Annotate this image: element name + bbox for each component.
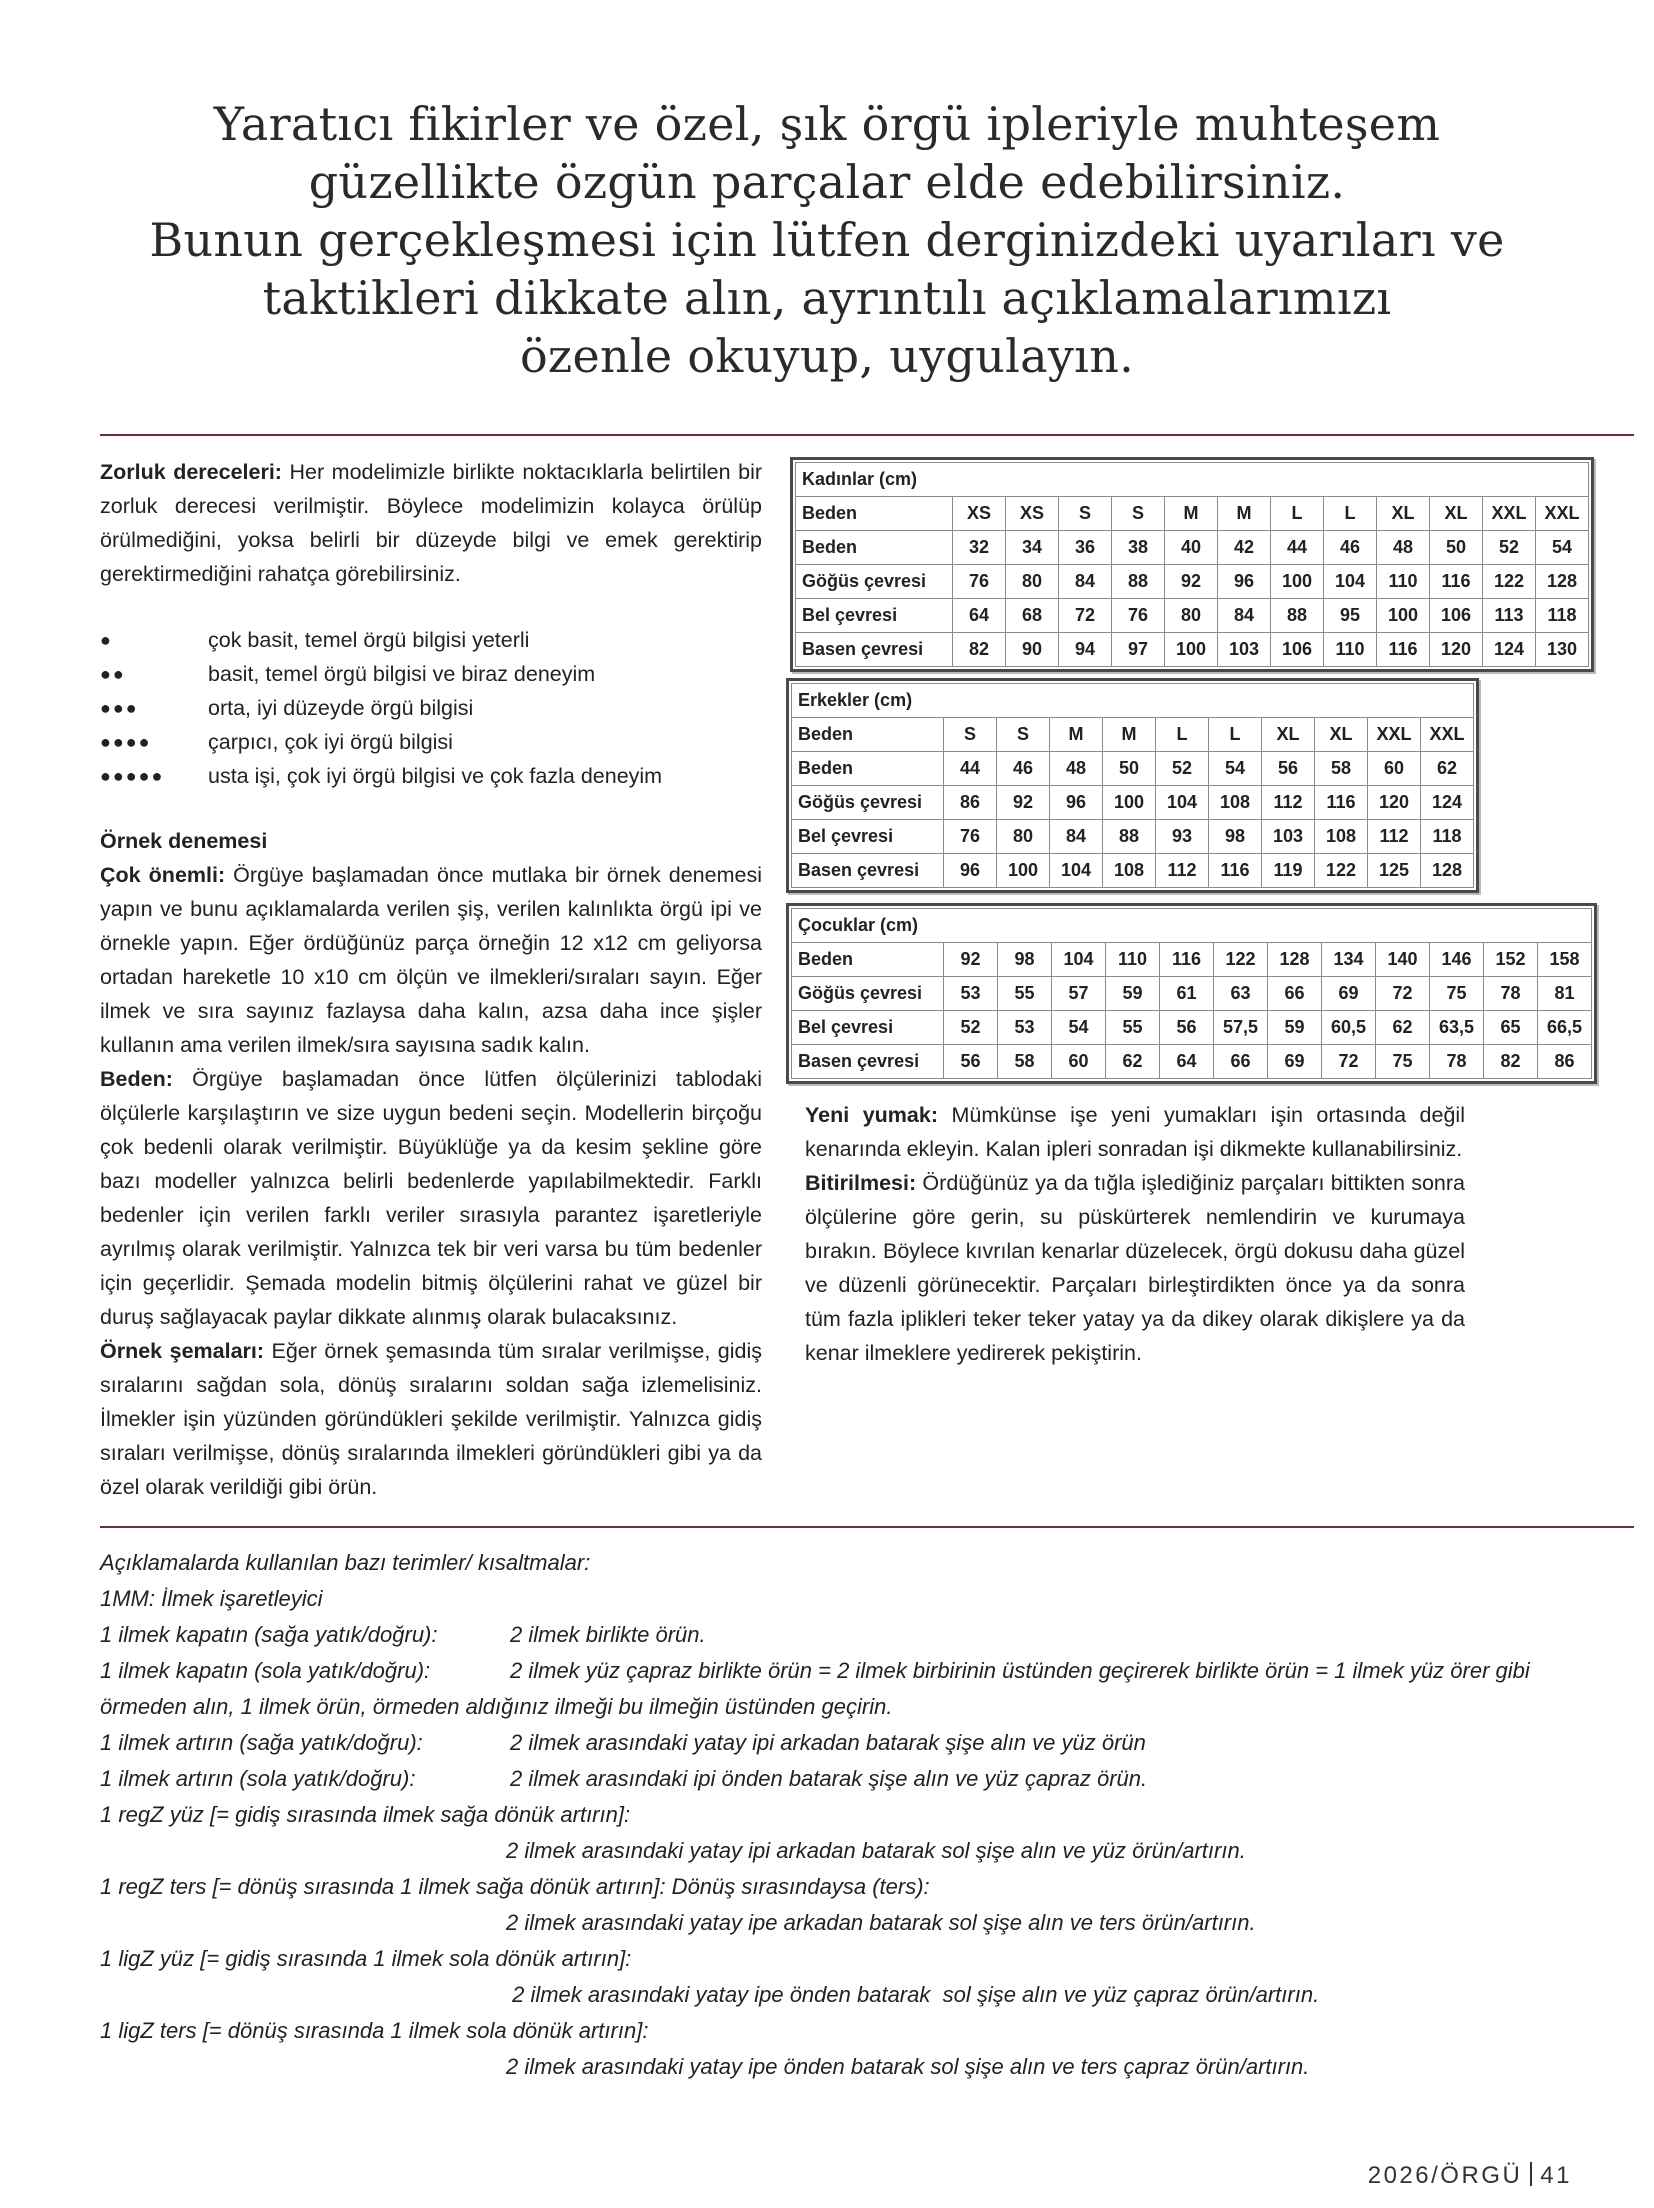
glossary-definition: 2 ilmek arasındaki yatay ipi arkadan batarak sol şişe alın ve yüz örün/artırın.: [506, 1838, 1246, 1863]
glossary-term: 1 ilmek kapatın (sağa yatık/doğru):: [100, 1622, 438, 1647]
table-cell: 90: [1006, 633, 1059, 667]
row-header: Göğüs çevresi: [792, 786, 944, 820]
table-cell: 128: [1421, 854, 1474, 888]
table-cell: 56: [944, 1045, 998, 1079]
table-cell: 72: [1059, 599, 1112, 633]
table-cell: 146: [1430, 943, 1484, 977]
table-cell: 44: [944, 752, 997, 786]
table-cell: XS: [953, 497, 1006, 531]
table-cell: 48: [1050, 752, 1103, 786]
headline-line: taktikleri dikkate alın, ayrıntılı açıklamalarımızı: [262, 271, 1392, 325]
table-cell: XL: [1430, 497, 1483, 531]
table-cell: 53: [998, 1011, 1052, 1045]
table-cell: 116: [1209, 854, 1262, 888]
glossary-entry: [100, 1653, 1600, 1725]
table-cell: 110: [1324, 633, 1377, 667]
table-cell: 98: [1209, 820, 1262, 854]
table-row: [796, 599, 1589, 633]
table-cell: 130: [1536, 633, 1589, 667]
row-header: Göğüs çevresi: [792, 977, 944, 1011]
table-cell: 55: [998, 977, 1052, 1011]
table-cell: 64: [1160, 1045, 1214, 1079]
yarn-heading: Yeni yumak:: [805, 1103, 938, 1127]
difficulty-label: orta, iyi düzeyde örgü bilgisi: [208, 696, 474, 720]
table-cell: 100: [1271, 565, 1324, 599]
table-row: [792, 786, 1474, 820]
glossary-term: 1 regZ ters [= dönüş sırasında 1 ilmek sağa dönük artırın]: Dönüş sırasındaysa (ters):: [100, 1874, 930, 1899]
glossary-entry: [100, 1725, 1600, 1761]
table-cell: 52: [1156, 752, 1209, 786]
table-cell: 125: [1368, 854, 1421, 888]
table-cell: XL: [1262, 718, 1315, 752]
difficulty-level: [100, 691, 762, 725]
glossary-entry: [100, 1617, 1600, 1653]
table-cell: 152: [1484, 943, 1538, 977]
table-cell: 58: [1315, 752, 1368, 786]
table-cell: 57: [1052, 977, 1106, 1011]
table-cell: M: [1218, 497, 1271, 531]
glossary: [100, 1545, 1600, 2085]
headline-line: özenle okuyup, uygulayın.: [519, 329, 1135, 383]
difficulty-level: [100, 623, 762, 657]
table-cell: 140: [1376, 943, 1430, 977]
table-cell: 38: [1112, 531, 1165, 565]
table-cell: 116: [1160, 943, 1214, 977]
table-cell: 52: [944, 1011, 998, 1045]
table-cell: M: [1050, 718, 1103, 752]
table-cell: 94: [1059, 633, 1112, 667]
table-cell: 62: [1376, 1011, 1430, 1045]
table-cell: 122: [1315, 854, 1368, 888]
page-headline: [120, 95, 1534, 385]
table-cell: 100: [997, 854, 1050, 888]
important-heading: Çok önemli:: [100, 863, 226, 887]
table-cell: 76: [953, 565, 1006, 599]
table-cell: 80: [1006, 565, 1059, 599]
table-cell: M: [1165, 497, 1218, 531]
table-cell: 108: [1209, 786, 1262, 820]
row-header: Basen çevresi: [796, 633, 953, 667]
table-cell: 92: [1165, 565, 1218, 599]
table-row: [796, 633, 1589, 667]
right-column: [805, 1098, 1465, 1370]
table-cell: 118: [1421, 820, 1474, 854]
table-cell: 76: [944, 820, 997, 854]
table-cell: 52: [1483, 531, 1536, 565]
glossary-term: 1 ligZ ters [= dönüş sırasında 1 ilmek sola dönük artırın]:: [100, 2018, 649, 2043]
table-cell: 72: [1322, 1045, 1376, 1079]
difficulty-level: [100, 759, 762, 793]
table-cell: 59: [1106, 977, 1160, 1011]
row-header: Göğüs çevresi: [796, 565, 953, 599]
table-caption: Çocuklar (cm): [792, 909, 1592, 943]
table-cell: XXL: [1421, 718, 1474, 752]
glossary-definition: 2 ilmek arasındaki yatay ipi arkadan batarak şişe alın ve yüz örün: [510, 1730, 1146, 1755]
difficulty-label: çok basit, temel örgü bilgisi yeterli: [208, 628, 530, 652]
glossary-term: 1 regZ yüz [= gidiş sırasında ilmek sağa dönük artırın]:: [100, 1802, 631, 1827]
table-cell: 86: [944, 786, 997, 820]
footer-separator: [1530, 2162, 1532, 2186]
table-cell: 88: [1271, 599, 1324, 633]
table-cell: 96: [1218, 565, 1271, 599]
table-cell: 32: [953, 531, 1006, 565]
difficulty-section: [100, 455, 762, 793]
glossary-definition: 2 ilmek arasındaki yatay ipe arkadan batarak sol şişe alın ve ters örün/artırın.: [506, 1910, 1256, 1935]
table-cell: 78: [1484, 977, 1538, 1011]
difficulty-dots-icon: ●●●: [100, 698, 139, 718]
table-cell: 124: [1421, 786, 1474, 820]
table-cell: XL: [1377, 497, 1430, 531]
difficulty-label: basit, temel örgü bilgisi ve biraz deneyim: [208, 662, 596, 686]
table-cell: 78: [1430, 1045, 1484, 1079]
table-cell: 124: [1483, 633, 1536, 667]
table-cell: 56: [1160, 1011, 1214, 1045]
table-cell: 88: [1103, 820, 1156, 854]
size-heading: Beden:: [100, 1067, 173, 1091]
difficulty-dots-icon: ●●: [100, 664, 126, 684]
table-cell: 46: [1324, 531, 1377, 565]
table-cell: L: [1156, 718, 1209, 752]
table-cell: 72: [1376, 977, 1430, 1011]
men-size-table: [786, 678, 1479, 893]
table-cell: S: [944, 718, 997, 752]
page-footer: [1368, 2162, 1572, 2190]
table-cell: 54: [1052, 1011, 1106, 1045]
row-header: Bel çevresi: [792, 820, 944, 854]
table-cell: 98: [998, 943, 1052, 977]
table-row: [792, 1045, 1592, 1079]
table-row: [792, 943, 1592, 977]
table-cell: 84: [1059, 565, 1112, 599]
table-cell: S: [997, 718, 1050, 752]
table-cell: 116: [1430, 565, 1483, 599]
table-row: [792, 820, 1474, 854]
table-cell: 50: [1430, 531, 1483, 565]
headline-line: Yaratıcı fikirler ve özel, şık örgü ipleriyle muhteşem: [213, 97, 1441, 151]
table-cell: 106: [1430, 599, 1483, 633]
table-cell: 48: [1377, 531, 1430, 565]
table-cell: 66,5: [1538, 1011, 1592, 1045]
table-cell: 60: [1368, 752, 1421, 786]
table-cell: 104: [1324, 565, 1377, 599]
table-cell: 96: [944, 854, 997, 888]
table-cell: S: [1112, 497, 1165, 531]
table-cell: 69: [1322, 977, 1376, 1011]
table-caption: Kadınlar (cm): [796, 463, 1589, 497]
row-header: Beden: [796, 531, 953, 565]
table-cell: 122: [1214, 943, 1268, 977]
table-cell: 57,5: [1214, 1011, 1268, 1045]
table-row: [796, 497, 1589, 531]
table-cell: 96: [1050, 786, 1103, 820]
table-row: [792, 854, 1474, 888]
table-cell: 104: [1156, 786, 1209, 820]
row-header: Basen çevresi: [792, 1045, 944, 1079]
table-cell: XS: [1006, 497, 1059, 531]
finish-text: Ördüğünüz ya da tığla işlediğiniz parçaları bittikten sonra ölçülerine göre gerin, su püskürterek nemlendirin ve kurumaya bırakın. Böylece kıvrılan kenarlar düzelecek, örgü dokusu daha güzel ve düzenli görünecektir. Parçaları birleştirdikten önce ya da sonra tüm fazla iplikleri teker teker yatay ya da dikey olarak dikişlere ya da kenar ilmeklere yedirerek pekiştirin.: [805, 1171, 1465, 1365]
sample-section: [100, 824, 762, 1504]
table-cell: 54: [1209, 752, 1262, 786]
table-cell: 84: [1050, 820, 1103, 854]
table-cell: 58: [998, 1045, 1052, 1079]
table-cell: 46: [997, 752, 1050, 786]
table-cell: 64: [953, 599, 1006, 633]
table-cell: M: [1103, 718, 1156, 752]
table-cell: 104: [1052, 943, 1106, 977]
table-cell: 40: [1165, 531, 1218, 565]
table-cell: L: [1209, 718, 1262, 752]
glossary-entry: 1MM: İlmek işaretleyici: [100, 1586, 323, 1611]
difficulty-level: [100, 657, 762, 691]
bottom-divider: [100, 1526, 1634, 1528]
table-cell: 122: [1483, 565, 1536, 599]
table-cell: 158: [1538, 943, 1592, 977]
table-cell: 92: [944, 943, 998, 977]
glossary-entry: [100, 1761, 1600, 1797]
table-cell: 104: [1050, 854, 1103, 888]
difficulty-levels: [100, 623, 762, 793]
table-caption: Erkekler (cm): [792, 684, 1474, 718]
table-cell: 118: [1536, 599, 1589, 633]
table-cell: 110: [1106, 943, 1160, 977]
table-cell: 100: [1103, 786, 1156, 820]
table-cell: 53: [944, 977, 998, 1011]
important-text: Örgüye başlamadan önce mutlaka bir örnek denemesi yapın ve bunu açıklamalarda verilen şiş, verilen kalınlıkta örgü ipi ve örnekle yapın. Eğer ördüğünüz parça örneğin 12 x12 cm geliyorsa ortadan hareketle 10 x10 cm ölçün ve ilmekleri/sıraları sayın. Eğer ilmek ve sıra sayınız fazlaysa daha kalın, azsa daha ince şişler kullanın ama verilen ilmek/sıra sayısına sadık kalın.: [100, 863, 762, 1057]
difficulty-label: çarpıcı, çok iyi örgü bilgisi: [208, 730, 453, 754]
glossary-definition: 2 ilmek yüz çapraz birlikte örün = 2 ilmek birbirinin üstünden geçirerek birlikte örün = 1 ilmek yüz örer gibi örmeden alın, 1 ilmek örün, örmeden aldığınız ilmeği bu ilmeğin üstünden geçirin.: [100, 1658, 1530, 1719]
table-cell: 60,5: [1322, 1011, 1376, 1045]
table-row: [796, 565, 1589, 599]
table-cell: 80: [1165, 599, 1218, 633]
table-cell: 82: [1484, 1045, 1538, 1079]
table-cell: 100: [1377, 599, 1430, 633]
table-cell: 63,5: [1430, 1011, 1484, 1045]
table-cell: XL: [1315, 718, 1368, 752]
table-cell: XXL: [1368, 718, 1421, 752]
difficulty-level: [100, 725, 762, 759]
table-row: [796, 531, 1589, 565]
table-cell: 93: [1156, 820, 1209, 854]
sample-heading: Örnek denemesi: [100, 829, 268, 853]
table-cell: 112: [1262, 786, 1315, 820]
table-cell: 103: [1218, 633, 1271, 667]
row-header: Beden: [792, 718, 944, 752]
chart-heading: Örnek şemaları:: [100, 1339, 265, 1363]
page-number: 41: [1540, 2162, 1572, 2189]
table-cell: 119: [1262, 854, 1315, 888]
table-cell: 110: [1377, 565, 1430, 599]
table-cell: 34: [1006, 531, 1059, 565]
issue-label: 2026/ÖRGÜ: [1367, 2162, 1523, 2189]
table-cell: 61: [1160, 977, 1214, 1011]
table-cell: 116: [1377, 633, 1430, 667]
glossary-definition: 2 ilmek arasındaki yatay ipe önden batarak sol şişe alın ve yüz çapraz örün/artırın.: [506, 1982, 1320, 2007]
table-cell: 112: [1368, 820, 1421, 854]
table-cell: 88: [1112, 565, 1165, 599]
table-cell: 100: [1165, 633, 1218, 667]
kids-size-table: [786, 903, 1597, 1084]
table-cell: 84: [1218, 599, 1271, 633]
table-cell: 128: [1268, 943, 1322, 977]
row-header: Beden: [792, 752, 944, 786]
headline-line: Bunun gerçekleşmesi için lütfen derginizdeki uyarıları ve: [149, 213, 1505, 267]
table-cell: 134: [1322, 943, 1376, 977]
table-cell: 106: [1271, 633, 1324, 667]
table-cell: 97: [1112, 633, 1165, 667]
table-cell: XXL: [1536, 497, 1589, 531]
table-cell: 120: [1430, 633, 1483, 667]
table-cell: 112: [1156, 854, 1209, 888]
women-size-table: [790, 457, 1594, 672]
difficulty-dots-icon: ●●●●●: [100, 766, 165, 786]
row-header: Beden: [796, 497, 953, 531]
table-cell: 66: [1268, 977, 1322, 1011]
glossary-term: 1 ligZ yüz [= gidiş sırasında 1 ilmek sola dönük artırın]:: [100, 1946, 632, 1971]
table-cell: 62: [1106, 1045, 1160, 1079]
table-cell: 113: [1483, 599, 1536, 633]
table-cell: L: [1271, 497, 1324, 531]
difficulty-dots-icon: ●: [100, 630, 113, 650]
table-row: [792, 977, 1592, 1011]
table-cell: 108: [1103, 854, 1156, 888]
row-header: Bel çevresi: [792, 1011, 944, 1045]
glossary-term: 1 ilmek kapatın (sola yatık/doğru):: [100, 1658, 431, 1683]
difficulty-dots-icon: ●●●●: [100, 732, 152, 752]
glossary-term: 1 ilmek artırın (sağa yatık/doğru):: [100, 1730, 423, 1755]
row-header: Beden: [792, 943, 944, 977]
table-cell: 81: [1538, 977, 1592, 1011]
table-cell: 62: [1421, 752, 1474, 786]
table-cell: 95: [1324, 599, 1377, 633]
row-header: Basen çevresi: [792, 854, 944, 888]
finish-heading: Bitirilmesi:: [805, 1171, 917, 1195]
difficulty-heading: Zorluk dereceleri:: [100, 460, 282, 484]
chart-text: Eğer örnek şemasında tüm sıralar verilmişse, gidiş sıralarını sağdan sola, dönüş sıralarını soldan sağa izlemelisiniz. İlmekler işin yüzünden göründükleri şekilde verilmiştir. Yalnızca gidiş sıraları verilmişse, dönüş sıralarında ilmekleri göründükleri gibi ya da özel olarak verildiği gibi örün.: [100, 1339, 762, 1499]
table-cell: 36: [1059, 531, 1112, 565]
difficulty-text: Her modelimizle birlikte noktacıklarla belirtilen bir zorluk derecesi verilmiştir. Böylece modelimizin kolayca örülüp örülmediğini, yoksa belirli bir düzeyde bilgi ve emek gerektirip gerektirmediğini rahatça görebilirsiniz.: [100, 460, 762, 586]
table-cell: 86: [1538, 1045, 1592, 1079]
glossary-definition: 2 ilmek arasındaki ipi önden batarak şişe alın ve yüz çapraz örün.: [510, 1766, 1148, 1791]
table-cell: 50: [1103, 752, 1156, 786]
table-row: [792, 718, 1474, 752]
glossary-definition: 2 ilmek birlikte örün.: [510, 1622, 706, 1647]
table-cell: 69: [1268, 1045, 1322, 1079]
table-cell: 76: [1112, 599, 1165, 633]
table-cell: 54: [1536, 531, 1589, 565]
top-divider: [100, 434, 1634, 436]
table-cell: 108: [1315, 820, 1368, 854]
table-row: [792, 1011, 1592, 1045]
glossary-intro: Açıklamalarda kullanılan bazı terimler/ kısaltmalar:: [100, 1550, 591, 1575]
difficulty-label: usta işi, çok iyi örgü bilgisi ve çok fazla deneyim: [208, 764, 663, 788]
row-header: Bel çevresi: [796, 599, 953, 633]
table-row: [792, 752, 1474, 786]
table-cell: 42: [1218, 531, 1271, 565]
table-cell: 65: [1484, 1011, 1538, 1045]
table-cell: 59: [1268, 1011, 1322, 1045]
table-cell: 75: [1430, 977, 1484, 1011]
table-cell: 44: [1271, 531, 1324, 565]
table-cell: 120: [1368, 786, 1421, 820]
table-cell: 80: [997, 820, 1050, 854]
table-cell: 116: [1315, 786, 1368, 820]
glossary-definition: 2 ilmek arasındaki yatay ipe önden batarak sol şişe alın ve ters çapraz örün/artırın.: [506, 2054, 1310, 2079]
table-cell: L: [1324, 497, 1377, 531]
table-cell: S: [1059, 497, 1112, 531]
yarn-text: Mümkünse işe yeni yumakları işin ortasında değil kenarında ekleyin. Kalan ipleri sonradan işi dikmekte kullanabilirsiniz.: [805, 1103, 1465, 1161]
table-cell: 92: [997, 786, 1050, 820]
size-text: Örgüye başlamadan önce lütfen ölçülerinizi tablodaki ölçülerle karşılaştırın ve size uygun bedeni seçin. Modellerin birçoğu çok bedenli olarak verilmiştir. Büyüklüğe ya da kesim şekline göre bazı modeller yalnızca belirli bedenlerde yapılabilmektedir. Farklı bedenler için verilen farklı veriler sırasıyla parantez işaretleriyle ayrılmış olarak verilmiştir. Yalnızca tek bir veri varsa bu tüm bedenler için geçerlidir. Şemada modelin bitmiş ölçülerini rahat ve güzel bir duruş sağlayacak paylar dikkate alınmış olarak bulacaksınız.: [100, 1067, 762, 1329]
table-cell: XXL: [1483, 497, 1536, 531]
headline-line: güzellikte özgün parçalar elde edebilirsiniz.: [308, 155, 1346, 209]
table-cell: 66: [1214, 1045, 1268, 1079]
table-cell: 55: [1106, 1011, 1160, 1045]
table-cell: 56: [1262, 752, 1315, 786]
table-cell: 82: [953, 633, 1006, 667]
table-cell: 60: [1052, 1045, 1106, 1079]
glossary-term: 1 ilmek artırın (sola yatık/doğru):: [100, 1766, 416, 1791]
table-cell: 63: [1214, 977, 1268, 1011]
table-cell: 103: [1262, 820, 1315, 854]
table-cell: 128: [1536, 565, 1589, 599]
table-cell: 68: [1006, 599, 1059, 633]
table-cell: 75: [1376, 1045, 1430, 1079]
